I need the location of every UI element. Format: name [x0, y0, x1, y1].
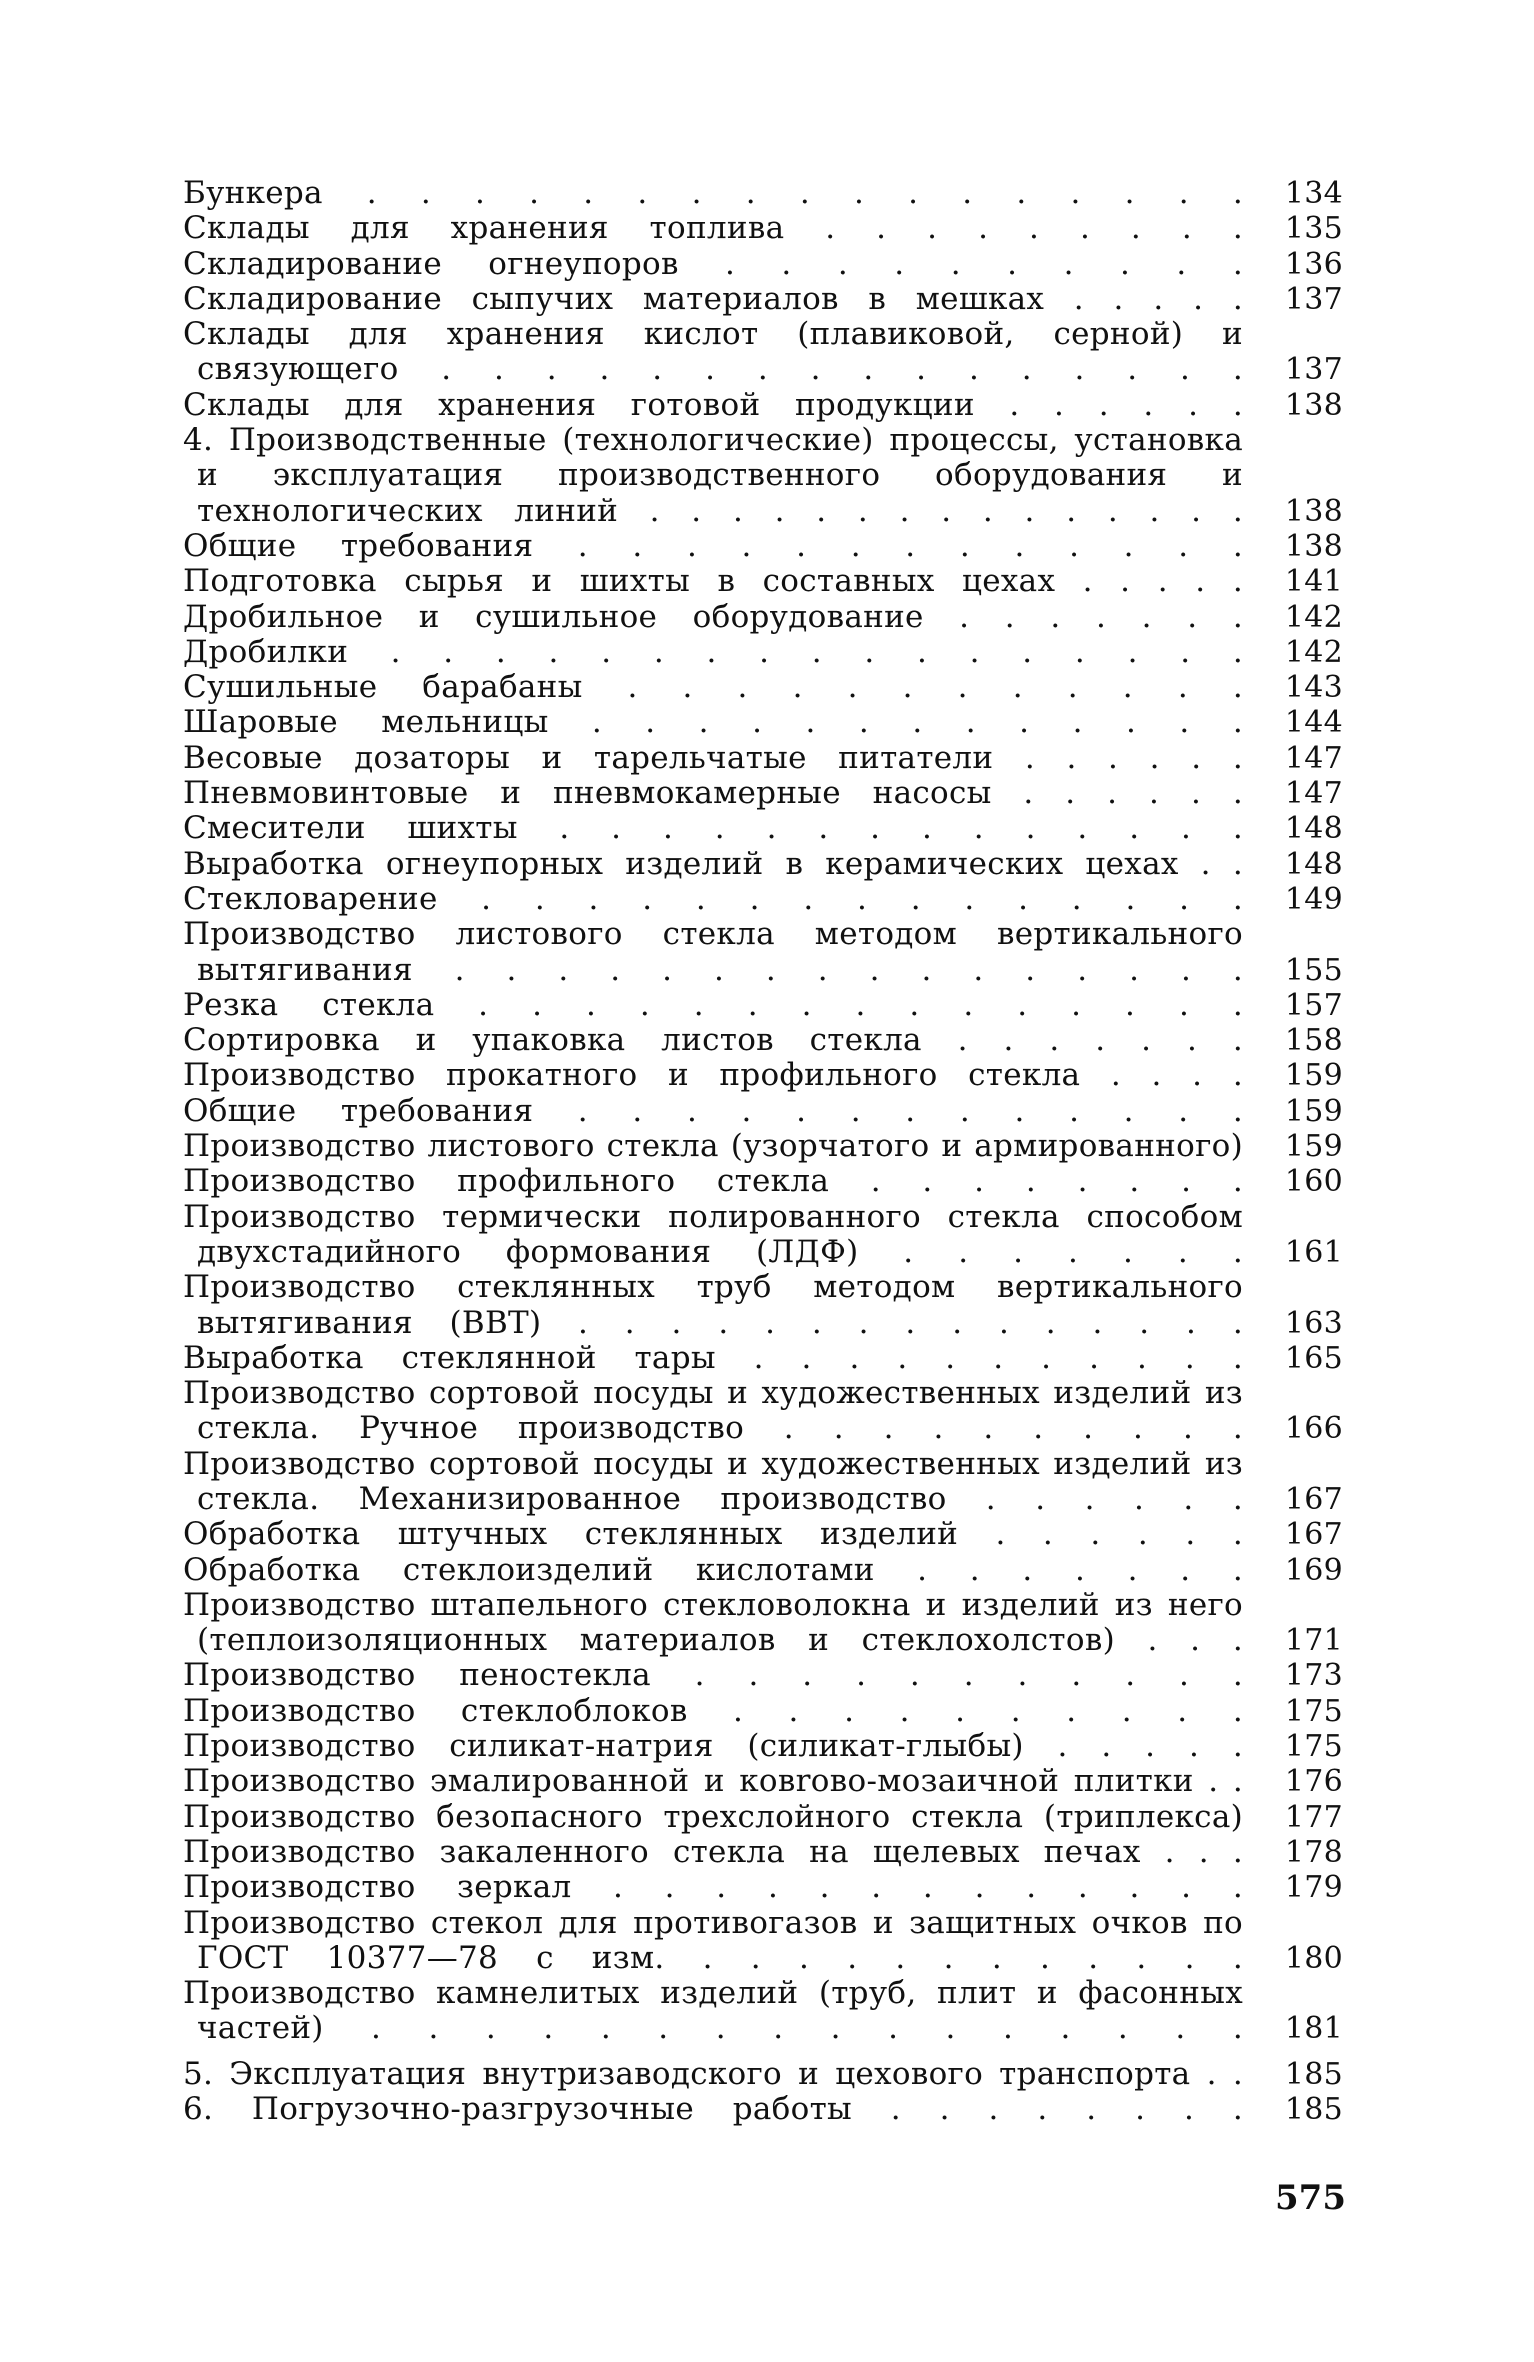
toc-entry-title: Выработка стеклянной тары . . . . . . . . . . .: [183, 1339, 1243, 1376]
toc-entry-title: Сушильные барабаны . . . . . . . . . . . .: [183, 669, 1243, 706]
toc-entry-page: 141: [1284, 564, 1343, 600]
toc-entry: [183, 1553, 1348, 1588]
toc-entry-page: 136: [1284, 246, 1343, 282]
toc-entry: [183, 2057, 1348, 2092]
toc-entry-title: Производство листового стекла методом вертикального вытягивания . . . . . . . . . . . . . . . .: [183, 916, 1243, 988]
toc-entry-page: 176: [1284, 1764, 1343, 1800]
toc-entry: [183, 1129, 1348, 1164]
toc-entry: [183, 1270, 1348, 1341]
toc-entry-title: Пневмовинтовые и пневмокамерные насосы . . . . . .: [183, 775, 1243, 812]
toc-entry-page: 163: [1284, 1305, 1343, 1341]
toc-entry-title: Производство сортовой посуды и художественных изделий из стекла. Механизированное производство . . . . . .: [183, 1445, 1243, 1517]
toc-entry-page: 137: [1284, 281, 1343, 317]
toc-entry: [183, 1094, 1348, 1129]
toc-entry: [183, 176, 1348, 211]
toc-entry: [183, 1588, 1348, 1659]
toc-entry: [183, 317, 1348, 388]
toc-entry-page: 185: [1284, 2056, 1343, 2092]
toc-entry-page: 157: [1284, 987, 1343, 1023]
toc-entry-title: Производство зеркал . . . . . . . . . . . . .: [183, 1869, 1243, 1906]
toc-entry-title: Производство стекол для противогазов и защитных очков по ГОСТ 10377—78 с изм. . . . . . . . . . . . .: [183, 1904, 1243, 1976]
toc-entry-title: Производство эмалированной и ковrово-мозаичной плитки . .: [183, 1763, 1243, 1800]
toc-entry-page: 148: [1284, 846, 1343, 882]
toc-entry: [183, 388, 1348, 423]
toc-entry: [183, 1200, 1348, 1271]
toc-entry-title: Производство силикат-натрия (силикат-глыбы) . . . . .: [183, 1728, 1243, 1765]
toc-entry-title: Склады для хранения готовой продукции . . . . . .: [183, 386, 1243, 423]
toc-entry-page: 158: [1284, 1023, 1343, 1059]
toc-entry-title: Производство стеклянных труб методом вертикального вытягивания (ВВТ) . . . . . . . . . . . . . . .: [183, 1269, 1243, 1341]
toc-entry: [183, 741, 1348, 776]
toc-entry-page: 135: [1284, 211, 1343, 247]
toc-entry-page: 167: [1284, 1517, 1343, 1553]
toc-entry-page: 144: [1284, 705, 1343, 741]
toc-entry-title: Производство камнелитых изделий (труб, плит и фасонных частей) . . . . . . . . . . . . . . . .: [183, 1975, 1243, 2047]
toc-entry: [183, 1164, 1348, 1199]
toc-entry: [183, 1764, 1348, 1799]
table-of-contents: [183, 176, 1348, 2127]
toc-entry-page: 159: [1284, 1058, 1343, 1094]
toc-entry-page: 143: [1284, 670, 1343, 706]
toc-entry-title: Общие требования . . . . . . . . . . . . .: [183, 527, 1243, 564]
toc-entry-title: Общие требования . . . . . . . . . . . . .: [183, 1092, 1243, 1129]
toc-entry: [183, 600, 1348, 635]
toc-entry-page: 180: [1284, 1940, 1343, 1976]
toc-entry-title: Бункера . . . . . . . . . . . . . . . . .: [183, 175, 1243, 211]
toc-list: [183, 176, 1348, 2127]
toc-entry-page: 167: [1284, 1481, 1343, 1517]
toc-entry-title: Выработка огнеупорных изделий в керамических цехах . .: [183, 845, 1243, 882]
toc-entry-page: 147: [1284, 776, 1343, 812]
toc-entry: [183, 1870, 1348, 1905]
toc-entry-title: Весовые дозаторы и тарельчатые питатели . . . . . .: [183, 739, 1243, 776]
toc-entry: [183, 564, 1348, 599]
toc-entry: [183, 1658, 1348, 1693]
toc-entry-page: 185: [1284, 2092, 1343, 2128]
toc-entry: [183, 2092, 1348, 2127]
toc-entry-page: 166: [1284, 1411, 1343, 1447]
toc-entry: [183, 529, 1348, 564]
toc-entry-title: Обработка штучных стеклянных изделий . . . . . .: [183, 1516, 1243, 1553]
toc-entry-title: 6. Погрузочно-разгрузочные работы . . . . . . . .: [183, 2091, 1243, 2128]
toc-entry-page: 169: [1284, 1552, 1343, 1588]
toc-entry-title: Складирование огнеупоров . . . . . . . . . .: [183, 245, 1243, 282]
toc-entry-page: 165: [1284, 1340, 1343, 1376]
toc-entry-page: 149: [1284, 881, 1343, 917]
toc-entry: [183, 282, 1348, 317]
toc-entry: [183, 1023, 1348, 1058]
toc-entry-title: Производство профильного стекла . . . . . . . .: [183, 1163, 1243, 1200]
toc-entry: [183, 670, 1348, 705]
toc-entry-title: Производство прокатного и профильного стекла . . . .: [183, 1057, 1243, 1094]
toc-entry-title: Смесители шихты . . . . . . . . . . . . . .: [183, 810, 1243, 847]
toc-entry: [183, 1058, 1348, 1093]
toc-entry-title: Производство листового стекла (узорчатого и армированного): [183, 1128, 1243, 1165]
toc-entry-page: 138: [1284, 528, 1343, 564]
toc-entry-page: 155: [1284, 952, 1343, 988]
toc-entry-title: Подготовка сырья и шихты в составных цехах . . . . .: [183, 563, 1243, 600]
toc-entry: [183, 1729, 1348, 1764]
toc-entry-page: 160: [1284, 1164, 1343, 1200]
toc-entry-page: 173: [1284, 1658, 1343, 1694]
toc-entry: [183, 988, 1348, 1023]
toc-entry-title: Производство пеностекла . . . . . . . . . . .: [183, 1657, 1243, 1694]
toc-entry: [183, 1906, 1348, 1977]
toc-entry-page: 175: [1284, 1693, 1343, 1729]
toc-entry-title: Шаровые мельницы . . . . . . . . . . . . .: [183, 704, 1243, 741]
toc-entry: [183, 1447, 1348, 1518]
toc-entry: [183, 811, 1348, 846]
toc-entry-page: 147: [1284, 740, 1343, 776]
toc-entry: [183, 917, 1348, 988]
toc-entry-title: Производство безопасного трехслойного стекла (триплекса): [183, 1798, 1243, 1835]
toc-entry: [183, 1800, 1348, 1835]
toc-entry-title: 4. Производственные (технологические) процессы, установка и эксплуатация производственного оборудования и технологических линий . . . . . . . . . . . . . . .: [183, 422, 1243, 529]
toc-entry-title: Производство термически полированного стекла способом двухстадийного формования (ЛДФ) . . . . . . .: [183, 1198, 1243, 1270]
toc-entry-title: Склады для хранения топлива . . . . . . . . .: [183, 210, 1243, 247]
toc-entry-title: Склады для хранения кислот (плавиковой, серной) и связующего . . . . . . . . . . . . . . . .: [183, 316, 1243, 388]
toc-entry-title: Дробилки . . . . . . . . . . . . . . . . .: [183, 633, 1243, 670]
toc-entry-title: Стекловарение . . . . . . . . . . . . . . .: [183, 880, 1243, 917]
toc-entry: [183, 705, 1348, 740]
toc-entry: [183, 776, 1348, 811]
toc-entry-page: 137: [1284, 352, 1343, 388]
toc-entry-page: 175: [1284, 1729, 1343, 1765]
toc-entry-title: Производство закаленного стекла на щелевых печах . . .: [183, 1833, 1243, 1870]
toc-entry-title: Производство стеклоблоков . . . . . . . . . .: [183, 1692, 1243, 1729]
toc-entry-page: 181: [1284, 2011, 1343, 2047]
page-number: 575: [1275, 2178, 1346, 2218]
toc-entry-page: 161: [1284, 1234, 1343, 1270]
toc-entry: [183, 1835, 1348, 1870]
toc-entry-title: 5. Эксплуатация внутризаводского и цехового транспорта . .: [183, 2055, 1243, 2092]
toc-entry-title: Дробильное и сушильное оборудование . . . . . . .: [183, 598, 1243, 635]
toc-entry-title: Обработка стеклоизделий кислотами . . . . . . .: [183, 1551, 1243, 1588]
toc-entry-title: Сортировка и упаковка листов стекла . . . . . . .: [183, 1022, 1243, 1059]
toc-entry-page: 159: [1284, 1093, 1343, 1129]
toc-entry-page: 177: [1284, 1799, 1343, 1835]
toc-entry-title: Складирование сыпучих материалов в мешках . . . . .: [183, 280, 1243, 317]
toc-entry-page: 134: [1284, 176, 1343, 211]
toc-entry-page: 138: [1284, 387, 1343, 423]
toc-entry-page: 159: [1284, 1129, 1343, 1165]
toc-entry: [183, 1341, 1348, 1376]
toc-entry: [183, 882, 1348, 917]
toc-entry: [183, 847, 1348, 882]
toc-entry-page: 142: [1284, 634, 1343, 670]
toc-entry: [183, 635, 1348, 670]
toc-entry: [183, 211, 1348, 246]
toc-entry: [183, 1976, 1348, 2047]
toc-entry-page: 138: [1284, 493, 1343, 529]
toc-entry: [183, 1517, 1348, 1552]
toc-entry: [183, 423, 1348, 529]
toc-entry-title: Резка стекла . . . . . . . . . . . . . . .: [183, 986, 1243, 1023]
toc-entry: [183, 1376, 1348, 1447]
toc-entry-page: 148: [1284, 811, 1343, 847]
toc-entry-title: Производство сортовой посуды и художественных изделий из стекла. Ручное производство . . . . . . . . . .: [183, 1375, 1243, 1447]
toc-entry-page: 171: [1284, 1623, 1343, 1659]
toc-entry: [183, 1694, 1348, 1729]
toc-entry-page: 142: [1284, 599, 1343, 635]
toc-entry: [183, 247, 1348, 282]
toc-entry-page: 179: [1284, 1870, 1343, 1906]
toc-entry-title: Производство штапельного стекловолокна и изделий из него (теплоизоляционных материалов и стеклохолстов) . . .: [183, 1586, 1243, 1659]
toc-entry-page: 178: [1284, 1834, 1343, 1870]
